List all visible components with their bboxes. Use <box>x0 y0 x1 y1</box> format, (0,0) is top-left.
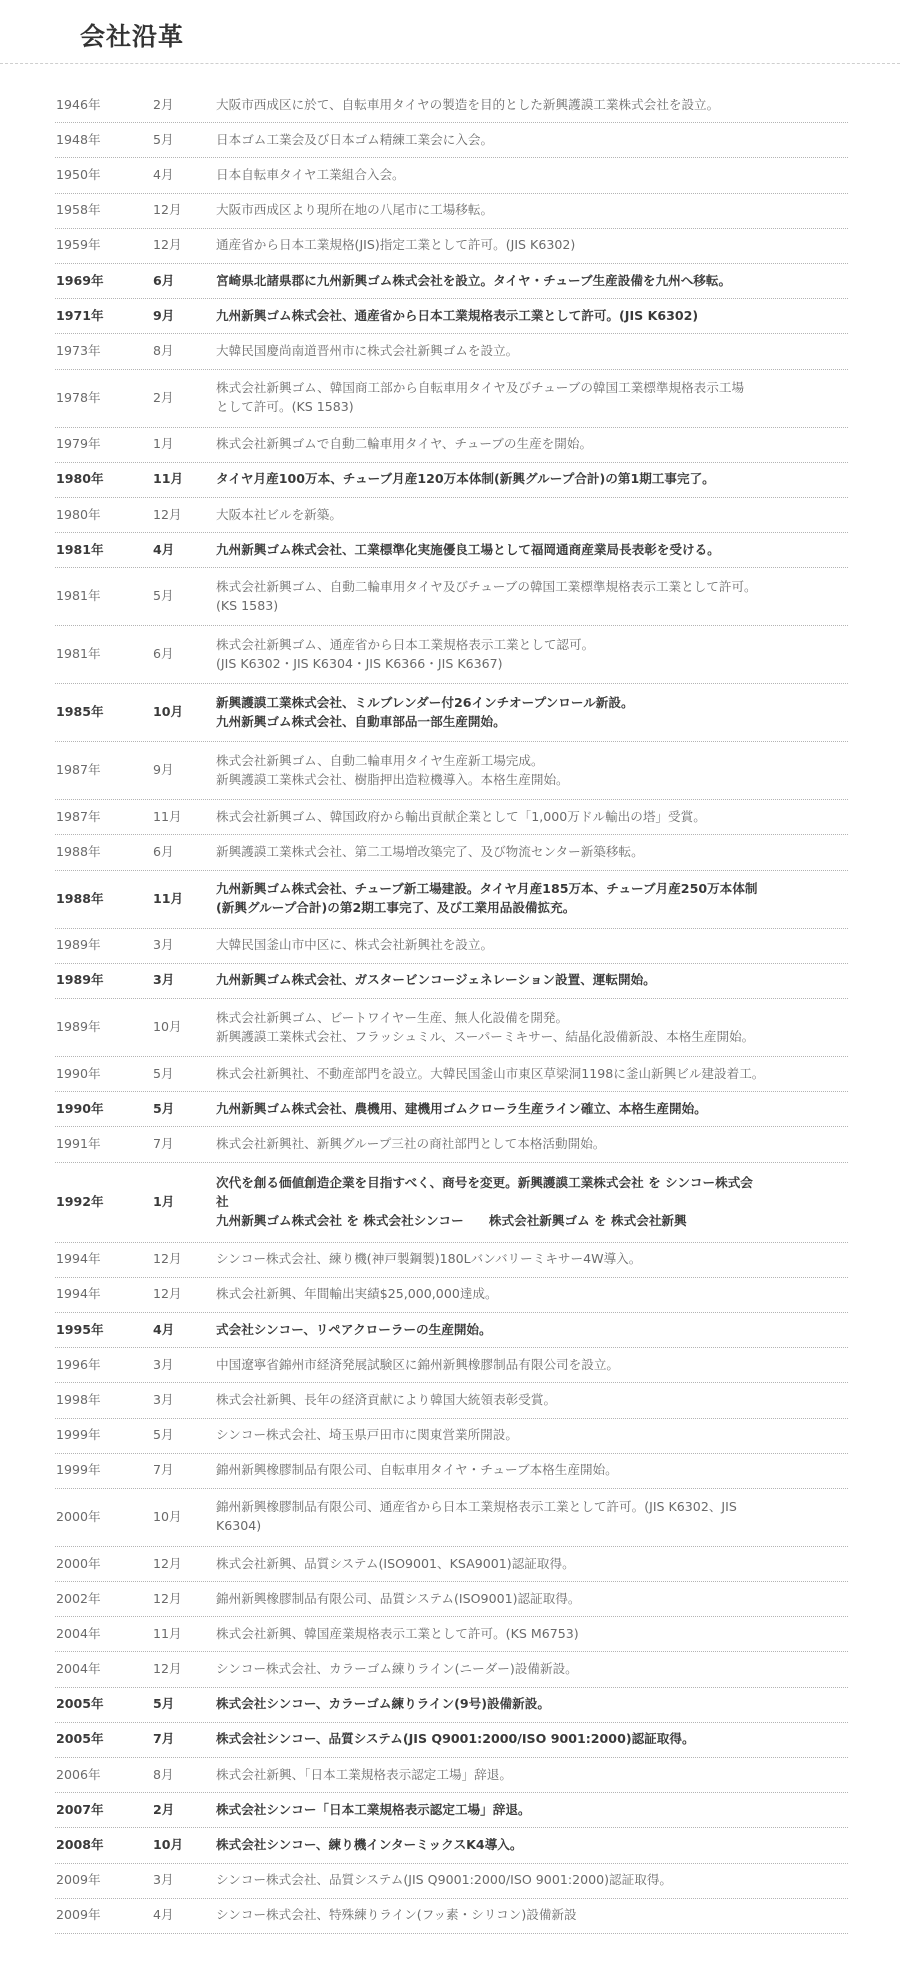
history-description-line: 株式会社新興、品質システム(ISO9001、KSA9001)認証取得。 <box>216 1555 575 1571</box>
history-row <box>55 1617 848 1652</box>
history-description-line: 錦州新興橡膠制品有限公司、自転車用タイヤ・チューブ本格生産開始。 <box>216 1462 618 1478</box>
history-row <box>55 88 848 123</box>
history-year: 2004年 <box>56 1625 101 1641</box>
history-month: 6月 <box>153 272 175 288</box>
history-month: 8月 <box>153 1766 174 1782</box>
history-year: 2002年 <box>56 1590 101 1606</box>
history-year: 1985年 <box>56 704 104 720</box>
history-month: 11月 <box>153 808 182 824</box>
history-description <box>216 1836 848 1855</box>
history-month: 11月 <box>153 890 184 906</box>
history-row <box>55 929 848 964</box>
history-month: 12月 <box>153 506 182 522</box>
history-year: 2000年 <box>56 1508 101 1524</box>
history-row <box>55 1092 848 1127</box>
history-year: 1959年 <box>56 237 101 253</box>
history-description <box>216 1174 848 1231</box>
history-month: 2月 <box>153 1801 175 1817</box>
history-description-line: 株式会社新興、韓国産業規格表示工業として許可。(KS M6753) <box>216 1625 579 1641</box>
history-description <box>216 1801 848 1820</box>
history-row <box>55 158 848 193</box>
history-description-line: 中国遼寧省錦州市経済発展試験区に錦州新興橡膠制品有限公司を設立。 <box>216 1356 619 1372</box>
history-row <box>55 1758 848 1793</box>
history-row <box>55 1688 848 1723</box>
history-year: 2009年 <box>56 1872 101 1888</box>
history-description <box>216 1660 848 1679</box>
history-description-line: 株式会社新興ゴム、自動二輪車用タイヤ及びチューブの韓国工業標準規格表示工業として許可。 <box>216 578 757 594</box>
history-year: 1990年 <box>56 1100 104 1116</box>
history-row <box>55 1383 848 1418</box>
history-description-line: 株式会社シンコー「日本工業規格表示認定工場」辞退。 <box>216 1801 531 1817</box>
history-description-line: 株式会社新興ゴム、自動二輪車用タイヤ生産新工場完成。 <box>216 752 544 768</box>
history-description-line: 宮崎県北諸県郡に九州新興ゴム株式会社を設立。タイヤ・チューブ生産設備を九州へ移転。 <box>216 272 732 288</box>
history-description-line: 錦州新興橡膠制品有限公司、通産省から日本工業規格表示工業として許可。(JIS K6302、JIS <box>216 1499 737 1515</box>
history-row <box>55 1489 848 1547</box>
history-description-line: シンコー株式会社、埼玉県戸田市に関東営業所開設。 <box>216 1427 518 1443</box>
history-description <box>216 1135 848 1154</box>
history-description-line: 九州新興ゴム株式会社、ガスタービンコージェネレーション設置、運転開始。 <box>216 972 656 988</box>
history-description <box>216 1906 848 1925</box>
history-year: 1990年 <box>56 1065 101 1081</box>
history-description <box>216 1065 848 1084</box>
history-description <box>216 1356 848 1375</box>
history-month: 3月 <box>153 1391 174 1407</box>
page-header <box>0 0 900 64</box>
history-year: 1998年 <box>56 1391 101 1407</box>
history-description-line: 大韓民国慶尚南道晋州市に株式会社新興ゴムを設立。 <box>216 342 519 358</box>
history-description <box>216 1250 848 1269</box>
history-year: 1996年 <box>56 1356 101 1372</box>
history-year: 2008年 <box>56 1837 104 1853</box>
history-month: 4月 <box>153 541 175 557</box>
history-month: 7月 <box>153 1731 175 1747</box>
history-year: 2004年 <box>56 1661 101 1677</box>
history-year: 1999年 <box>56 1462 101 1478</box>
history-month: 8月 <box>153 342 174 358</box>
history-description-line: 株式会社新興ゴム、韓国商工部から自転車用タイヤ及びチューブの韓国工業標準規格表示工場 <box>216 380 745 396</box>
history-month: 4月 <box>153 1321 175 1337</box>
history-month: 5月 <box>153 1065 174 1081</box>
history-row <box>55 123 848 158</box>
history-description <box>216 578 848 616</box>
history-description-line: 株式会社シンコー、練り機インターミックスK4導入。 <box>216 1837 523 1853</box>
history-year: 1969年 <box>56 272 104 288</box>
history-row <box>55 264 848 299</box>
history-description-line: 九州新興ゴム株式会社、チューブ新工場建設。タイヤ月産185万本、チューブ月産250万本体制 <box>216 881 758 897</box>
history-description-line: 株式会社新興、長年の経済貢献により韓国大統領表彰受賞。 <box>216 1391 557 1407</box>
history-year: 1995年 <box>56 1321 104 1337</box>
history-year: 1946年 <box>56 96 101 112</box>
history-row <box>55 1163 848 1243</box>
history-row <box>55 1582 848 1617</box>
history-month: 7月 <box>153 1136 174 1152</box>
history-description-line: (KS 1583) <box>216 597 279 613</box>
history-month: 1月 <box>153 1193 175 1209</box>
history-description <box>216 1285 848 1304</box>
history-year: 2009年 <box>56 1907 101 1923</box>
history-description-line: 新興護謨工業株式会社、樹脂押出造粒機導入。本格生産開始。 <box>216 771 569 787</box>
history-row <box>55 229 848 264</box>
history-description-line: K6304) <box>216 1518 262 1534</box>
history-description-line: 新興護謨工業株式会社、第二工場増改築完了、及び物流センター新築移転。 <box>216 844 644 860</box>
history-month: 3月 <box>153 937 174 953</box>
history-description-line: 株式会社シンコー、カラーゴム練りライン(9号)設備新設。 <box>216 1696 550 1712</box>
history-description <box>216 1695 848 1714</box>
history-description-line: 日本自転車タイヤ工業組合入会。 <box>216 167 405 183</box>
history-year: 1994年 <box>56 1251 101 1267</box>
history-year: 1989年 <box>56 1019 101 1035</box>
history-month: 5月 <box>153 131 174 147</box>
history-year: 1950年 <box>56 167 101 183</box>
history-description-line: 株式会社新興ゴムで自動二輪車用タイヤ、チューブの生産を開始。 <box>216 436 593 452</box>
history-month: 3月 <box>153 972 175 988</box>
history-year: 2005年 <box>56 1696 104 1712</box>
history-description-line: 大韓民国釜山市中区に、株式会社新興社を設立。 <box>216 937 494 953</box>
history-description <box>216 236 848 255</box>
history-row <box>55 1899 848 1934</box>
history-month: 9月 <box>153 762 174 778</box>
history-year: 1999年 <box>56 1427 101 1443</box>
history-month: 12月 <box>153 1555 182 1571</box>
history-year: 1981年 <box>56 646 101 662</box>
history-description-line: として許可。(KS 1583) <box>216 399 354 414</box>
history-row <box>55 370 848 428</box>
history-month: 1月 <box>153 436 174 452</box>
history-row <box>55 626 848 684</box>
history-month: 2月 <box>153 389 174 405</box>
history-description <box>216 1625 848 1644</box>
history-row <box>55 684 848 742</box>
history-description <box>216 843 848 862</box>
history-description <box>216 541 848 560</box>
history-description <box>216 1100 848 1119</box>
history-description-line: 社 <box>216 1193 229 1209</box>
page-title: 会社沿革 <box>80 22 185 51</box>
history-description-line: 株式会社新興ゴム、ビートワイヤー生産、無人化設備を開発。 <box>216 1009 569 1025</box>
history-month: 4月 <box>153 167 174 183</box>
history-row <box>55 1454 848 1489</box>
history-description <box>216 808 848 827</box>
history-description <box>216 694 848 732</box>
history-row <box>55 463 848 498</box>
history-description-line: 株式会社新興、年間輸出実績$25,000,000達成。 <box>216 1286 498 1302</box>
history-row <box>55 1278 848 1313</box>
history-description <box>216 1555 848 1574</box>
history-description-line: シンコー株式会社、特殊練りライン(フッ素・シリコン)設備新設 <box>216 1907 577 1923</box>
history-month: 12月 <box>153 1590 182 1606</box>
history-description-line: 九州新興ゴム株式会社、通産省から日本工業規格表示工業として許可。(JIS K6302) <box>216 307 699 323</box>
history-row <box>55 568 848 626</box>
history-description <box>216 1426 848 1445</box>
history-month: 11月 <box>153 1625 182 1641</box>
history-row <box>55 334 848 369</box>
history-row <box>55 1828 848 1863</box>
history-month: 12月 <box>153 202 182 218</box>
history-description <box>216 470 848 489</box>
history-description-line: シンコー株式会社、練り機(神戸製鋼製)180Lバンバリーミキサー4W導入。 <box>216 1251 642 1267</box>
history-month: 10月 <box>153 1508 182 1524</box>
history-month: 7月 <box>153 1462 174 1478</box>
history-year: 1980年 <box>56 471 104 487</box>
history-description <box>216 435 848 454</box>
history-month: 3月 <box>153 1356 174 1372</box>
history-description <box>216 936 848 955</box>
history-description-line: シンコー株式会社、品質システム(JIS Q9001:2000/ISO 9001:2000)認証取得。 <box>216 1872 673 1888</box>
history-description <box>216 971 848 990</box>
history-description-line: 株式会社新興社、新興グループ三社の商社部門として本格活動開始。 <box>216 1136 606 1152</box>
history-month: 12月 <box>153 1251 182 1267</box>
history-month: 6月 <box>153 844 174 860</box>
history-year: 1948年 <box>56 131 101 147</box>
history-description <box>216 1871 848 1890</box>
history-row <box>55 1127 848 1162</box>
history-year: 2006年 <box>56 1766 101 1782</box>
history-year: 1988年 <box>56 844 101 860</box>
history-description-line: 錦州新興橡膠制品有限公司、品質システム(ISO9001)認証取得。 <box>216 1590 581 1606</box>
history-description <box>216 1321 848 1340</box>
history-month: 6月 <box>153 646 174 662</box>
history-row <box>55 835 848 870</box>
history-description-line: 九州新興ゴム株式会社、工業標準化実施優良工場として福岡通商産業局長表彰を受ける。 <box>216 541 720 557</box>
history-year: 1981年 <box>56 588 101 604</box>
history-row <box>55 999 848 1057</box>
history-description <box>216 1391 848 1410</box>
history-description <box>216 307 848 326</box>
history-row <box>55 533 848 568</box>
history-month: 10月 <box>153 704 184 720</box>
history-year: 1980年 <box>56 506 101 522</box>
history-description <box>216 379 848 417</box>
history-month: 5月 <box>153 1696 175 1712</box>
history-description-line: 大阪本社ビルを新築。 <box>216 506 342 522</box>
history-row <box>55 194 848 229</box>
history-month: 5月 <box>153 1100 175 1116</box>
history-year: 1981年 <box>56 541 104 557</box>
history-month: 2月 <box>153 96 174 112</box>
history-year: 2000年 <box>56 1555 101 1571</box>
history-row <box>55 871 848 929</box>
history-description-line: シンコー株式会社、カラーゴム練りライン(ニーダー)設備新設。 <box>216 1661 578 1677</box>
history-description-line: 株式会社新興ゴム、韓国政府から輸出貢献企業として「1,000万ドル輸出の塔」受賞。 <box>216 808 706 824</box>
history-description-line: (JIS K6302・JIS K6304・JIS K6366・JIS K6367) <box>216 655 503 671</box>
history-row <box>55 964 848 999</box>
history-description <box>216 1461 848 1480</box>
history-description <box>216 272 848 291</box>
history-row <box>55 1057 848 1092</box>
history-description-line: 九州新興ゴム株式会社 を 株式会社シンコー 株式会社新興ゴム を 株式会社新興 <box>216 1212 687 1228</box>
history-year: 1971年 <box>56 307 104 323</box>
history-month: 5月 <box>153 588 174 604</box>
history-row <box>55 1723 848 1758</box>
history-month: 3月 <box>153 1872 174 1888</box>
history-year: 1991年 <box>56 1136 101 1152</box>
history-month: 10月 <box>153 1019 182 1035</box>
history-year: 2007年 <box>56 1801 104 1817</box>
history-row <box>55 428 848 463</box>
history-description-line: 九州新興ゴム株式会社、自動車部品一部生産開始。 <box>216 713 506 729</box>
history-year: 1989年 <box>56 972 104 988</box>
history-description <box>216 1766 848 1785</box>
history-description <box>216 506 848 525</box>
history-year: 1992年 <box>56 1193 104 1209</box>
history-month: 9月 <box>153 307 175 323</box>
history-year: 1979年 <box>56 436 101 452</box>
history-description-line: 九州新興ゴム株式会社、農機用、建機用ゴムクローラ生産ライン確立、本格生産開始。 <box>216 1100 707 1116</box>
history-description <box>216 1590 848 1609</box>
history-description-line: 新興護謨工業株式会社、ミルブレンダー付26インチオープンロール新設。 <box>216 694 634 710</box>
history-description <box>216 201 848 220</box>
history-year: 1987年 <box>56 808 101 824</box>
history-row <box>55 800 848 835</box>
history-description-line: 株式会社新興、「日本工業規格表示認定工場」辞退。 <box>216 1766 512 1782</box>
history-description-line: 新興護謨工業株式会社、フラッシュミル、スーパーミキサー、結晶化設備新設、本格生産開始。 <box>216 1028 755 1044</box>
history-description <box>216 752 848 790</box>
history-description <box>216 880 848 918</box>
history-description-line: 大阪市西成区より現所在地の八尾市に工場移転。 <box>216 202 494 218</box>
history-description <box>216 131 848 150</box>
history-description-line: 株式会社新興ゴム、通産省から日本工業規格表示工業として認可。 <box>216 636 595 652</box>
history-row <box>55 1547 848 1582</box>
history-row <box>55 1793 848 1828</box>
history-row <box>55 1652 848 1687</box>
history-description-line: タイヤ月産100万本、チューブ月産120万本体制(新興グループ合計)の第1期工事完了。 <box>216 471 715 487</box>
history-month: 12月 <box>153 1661 182 1677</box>
history-year: 1994年 <box>56 1286 101 1302</box>
history-month: 12月 <box>153 1286 182 1302</box>
history-description-line: 通産省から日本工業規格(JIS)指定工業として許可。(JIS K6302) <box>216 237 576 253</box>
history-description <box>216 96 848 115</box>
history-row <box>55 1348 848 1383</box>
history-description <box>216 1730 848 1749</box>
history-year: 1973年 <box>56 342 101 358</box>
history-description-line: 大阪市西成区に於て、自転車用タイヤの製造を目的とした新興護謨工業株式会社を設立。 <box>216 96 720 112</box>
history-row <box>55 1419 848 1454</box>
history-row <box>55 742 848 800</box>
history-description <box>216 1498 848 1536</box>
history-year: 1958年 <box>56 202 101 218</box>
history-month: 11月 <box>153 471 184 487</box>
history-description-line: 次代を創る価値創造企業を目指すべく、商号を変更。新興護謨工業株式会社 を シンコー株式会 <box>216 1174 753 1190</box>
history-description-line: 株式会社シンコー、品質システム(JIS Q9001:2000/ISO 9001:2000)認証取得。 <box>216 1731 695 1747</box>
history-row <box>55 299 848 334</box>
history-month: 12月 <box>153 237 182 253</box>
history-description-line: 株式会社新興社、不動産部門を設立。大韓民国釜山市東区草梁洞1198に釜山新興ビル建設着工。 <box>216 1065 765 1081</box>
history-description <box>216 166 848 185</box>
history-row <box>55 1864 848 1899</box>
history-year: 2005年 <box>56 1731 104 1747</box>
history-year: 1988年 <box>56 890 104 906</box>
history-row <box>55 1243 848 1278</box>
history-month: 4月 <box>153 1907 174 1923</box>
history-month: 5月 <box>153 1427 174 1443</box>
history-year: 1989年 <box>56 937 101 953</box>
history-row <box>55 1313 848 1348</box>
history-description-line: 日本ゴム工業会及び日本ゴム精練工業会に入会。 <box>216 131 494 147</box>
history-description <box>216 636 848 674</box>
history-description-line: (新興グループ合計)の第2期工事完了、及び工業用品設備拡充。 <box>216 900 576 916</box>
history-table <box>55 88 848 1934</box>
history-year: 1987年 <box>56 762 101 778</box>
history-description <box>216 342 848 361</box>
history-row <box>55 498 848 533</box>
history-description <box>216 1009 848 1047</box>
history-month: 10月 <box>153 1837 184 1853</box>
history-description-line: 式会社シンコー、リペアクローラーの生産開始。 <box>216 1321 492 1337</box>
history-year: 1978年 <box>56 389 101 405</box>
